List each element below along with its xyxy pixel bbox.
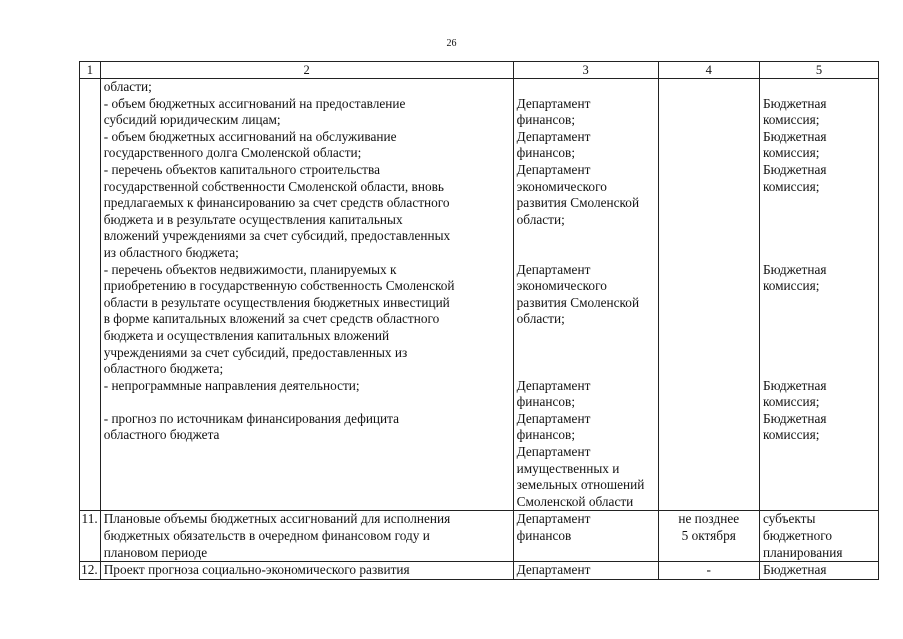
header-cell-2: 2 xyxy=(100,62,513,79)
text-line: субсидий юридическим лицам; xyxy=(103,112,281,128)
text-line: финансов; xyxy=(516,394,576,410)
text-line: финансов xyxy=(516,528,572,544)
cell-number: 11. xyxy=(80,511,101,562)
cell-recipient xyxy=(759,562,878,580)
text-line: не позднее xyxy=(678,511,740,527)
text-line xyxy=(517,361,655,378)
text-line: комиссия; xyxy=(762,394,820,410)
text-line xyxy=(517,79,655,96)
text-line xyxy=(763,311,875,328)
text-line xyxy=(763,228,875,245)
text-line: Бюджетная xyxy=(762,261,827,277)
text-line: областного бюджета xyxy=(103,427,220,443)
text-line: планирования xyxy=(762,544,843,560)
text-line: учреждениями за счет субсидий, предоставленных из xyxy=(103,344,408,360)
cell-description xyxy=(100,511,513,562)
text-line: Бюджетная xyxy=(762,410,827,426)
text-line: области; xyxy=(103,79,152,94)
cell-responsible xyxy=(513,511,658,562)
text-line xyxy=(517,228,655,245)
text-line: экономического xyxy=(516,278,607,294)
text-line xyxy=(763,295,875,312)
cell-deadline xyxy=(658,511,759,562)
text-line xyxy=(763,345,875,362)
page-number: 26 xyxy=(446,38,457,49)
text-line: области в результате осуществления бюджетных инвестиций xyxy=(103,294,450,310)
text-line: комиссия; xyxy=(762,427,820,443)
table-row-11 xyxy=(80,511,879,562)
text-line xyxy=(517,345,655,362)
text-line: - перечень объектов капитального строительства xyxy=(103,161,380,177)
text-line: Департамент xyxy=(516,511,591,527)
text-line: Бюджетная xyxy=(762,95,827,111)
text-line: - прогноз по источникам финансирования дефицита xyxy=(103,410,400,426)
text-line: Бюджетная xyxy=(762,161,827,177)
text-line: экономического xyxy=(516,178,607,194)
text-line: комиссия; xyxy=(762,278,820,294)
text-line: приобретению в государственную собственность Смоленской xyxy=(103,278,455,294)
table-row-12 xyxy=(80,562,879,580)
text-line: финансов; xyxy=(516,145,576,161)
text-line: Департамент xyxy=(516,444,591,460)
cell-recipient xyxy=(759,79,878,511)
text-line: комиссия; xyxy=(762,112,820,128)
text-line xyxy=(763,212,875,229)
text-line xyxy=(763,361,875,378)
cell-deadline xyxy=(658,562,759,580)
text-line: - объем бюджетных ассигнований на обслуживание xyxy=(103,128,397,144)
cell-number xyxy=(80,79,101,511)
text-line: Проект прогноза социально-экономического развития xyxy=(103,562,410,578)
text-line: комиссия; xyxy=(762,178,820,194)
text-line: Смоленской области xyxy=(516,493,634,509)
text-line xyxy=(763,195,875,212)
text-line: Плановые объемы бюджетных ассигнований для исполнения xyxy=(103,511,451,527)
text-line: бюджета и в результате осуществления капитальных xyxy=(103,211,403,227)
text-line: Департамент xyxy=(516,128,591,144)
text-line: развития Смоленской xyxy=(516,195,640,211)
text-line xyxy=(763,245,875,262)
text-line: бюджета и осуществления капитальных вложений xyxy=(103,327,390,343)
text-line: финансов; xyxy=(516,112,576,128)
text-line: Департамент xyxy=(516,95,591,111)
cell-number: 12. xyxy=(80,562,101,580)
text-line: государственной собственности Смоленской области, вновь xyxy=(103,178,444,194)
text-line: области; xyxy=(516,211,565,227)
planning-table xyxy=(79,61,879,580)
text-line: государственного долга Смоленской области; xyxy=(103,145,362,161)
text-line: финансов; xyxy=(516,427,576,443)
text-line: бюджетного xyxy=(762,528,833,544)
cell-responsible xyxy=(513,562,658,580)
text-line: Бюджетная xyxy=(762,377,827,393)
text-line xyxy=(763,328,875,345)
table-row-continuation xyxy=(80,79,879,511)
text-line: Департамент xyxy=(516,562,591,578)
header-cell-4: 4 xyxy=(658,62,759,79)
text-line xyxy=(763,79,875,96)
text-line: плановом периоде xyxy=(103,544,208,560)
text-line xyxy=(517,328,655,345)
header-cell-1: 1 xyxy=(80,62,101,79)
header-cell-5: 5 xyxy=(759,62,878,79)
text-line: - непрограммные направления деятельности; xyxy=(103,377,360,393)
header-cell-3: 3 xyxy=(513,62,658,79)
text-line: бюджетных обязательств в очередном финансовом году и xyxy=(103,528,430,544)
text-line: - xyxy=(706,562,711,578)
text-line: субъекты xyxy=(762,511,816,527)
text-line: Бюджетная xyxy=(762,128,827,144)
text-line xyxy=(104,394,510,411)
text-line: предлагаемых к финансированию за счет средств областного xyxy=(103,195,450,211)
text-line: комиссия; xyxy=(762,145,820,161)
text-line: имущественных и xyxy=(516,460,620,476)
text-line: Департамент xyxy=(516,410,591,426)
text-line: - перечень объектов недвижимости, планируемых к xyxy=(103,261,397,277)
text-line: Департамент xyxy=(516,161,591,177)
cell-recipient xyxy=(759,511,878,562)
text-line: из областного бюджета; xyxy=(103,244,239,260)
text-line: земельных отношений xyxy=(516,477,645,493)
text-line: вложений учреждениями за счет субсидий, предоставленных xyxy=(103,228,451,244)
table-header-row xyxy=(80,62,879,79)
text-line: Департамент xyxy=(516,261,591,277)
text-line: Департамент xyxy=(516,377,591,393)
text-line: - объем бюджетных ассигнований на предоставление xyxy=(103,95,406,111)
text-line: областного бюджета; xyxy=(103,361,224,377)
text-line: Бюджетная xyxy=(762,562,827,578)
cell-description xyxy=(100,562,513,580)
text-line xyxy=(517,245,655,262)
cell-responsible xyxy=(513,79,658,511)
text-line: в форме капитальных вложений за счет средств областного xyxy=(103,311,440,327)
text-line: 5 октября xyxy=(681,528,736,544)
cell-deadline xyxy=(658,79,759,511)
cell-description xyxy=(100,79,513,511)
text-line: области; xyxy=(516,311,565,327)
text-line: развития Смоленской xyxy=(516,294,640,310)
